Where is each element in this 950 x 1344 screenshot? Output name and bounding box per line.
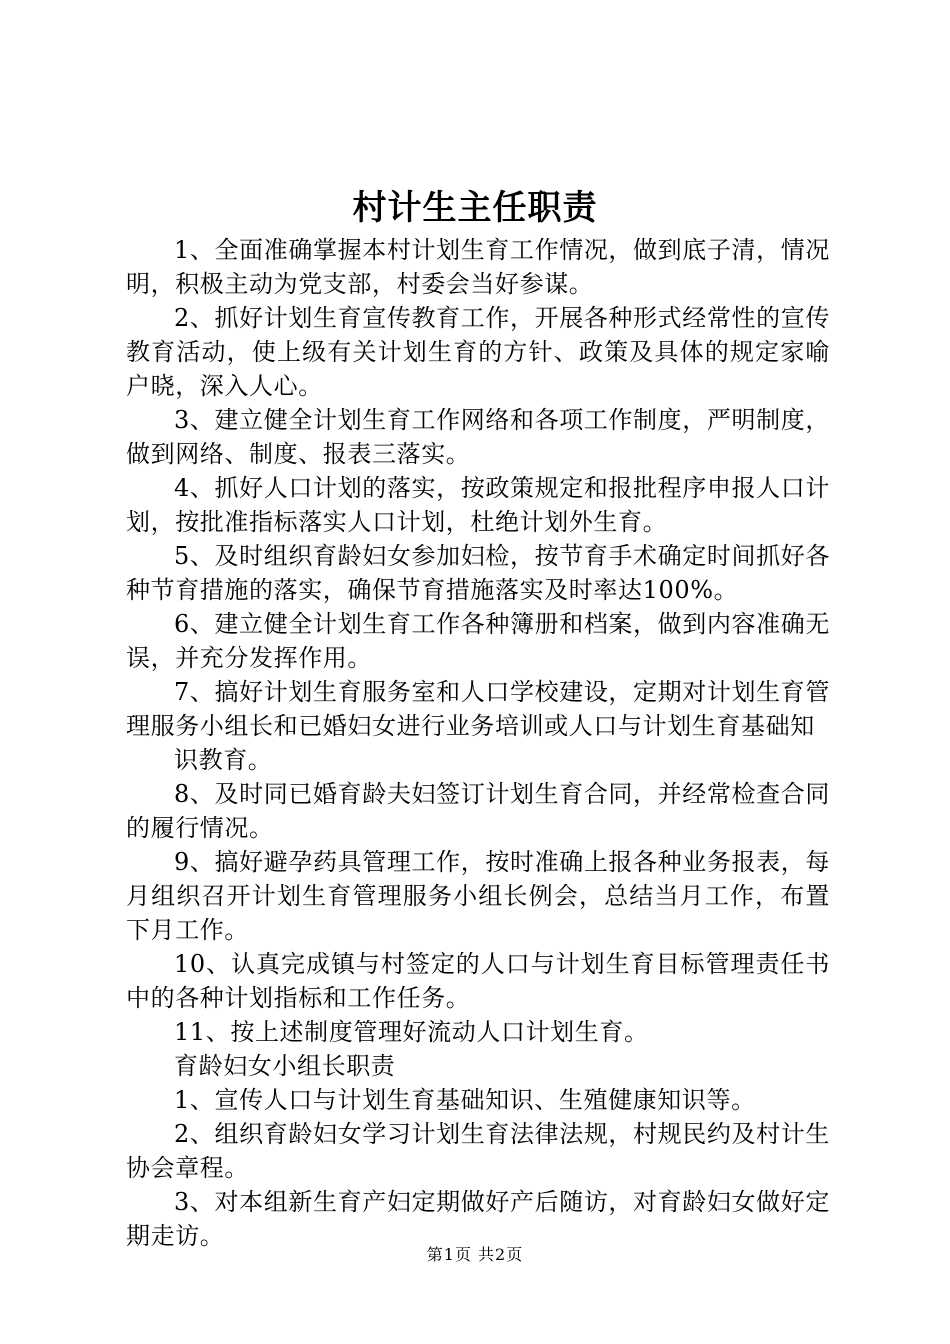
paragraph-11: 11、按上述制度管理好流动人口计划生育。 (174, 1018, 649, 1046)
paragraph-5: 5、及时组织育龄妇女参加妇检，按节育手术确定时间抓好各种节育措施的落实，确保节育措施落实及时率达100%。 (126, 542, 830, 604)
paragraph-3: 3、建立健全计划生育工作网络和各项工作制度，严明制度，做到网络、制度、报表三落实。 (126, 406, 830, 468)
section-item-2: 2、组织育龄妇女学习计划生育法律法规，村规民约及村计生协会章程。 (126, 1120, 830, 1182)
paragraph-7: 7、搞好计划生育服务室和人口学校建设，定期对计划生育管理服务小组长和已婚妇女进行业务培训或人口与计划生育基础知 (126, 678, 830, 740)
section-item-3: 3、对本组新生育产妇定期做好产后随访，对育龄妇女做好定期走访。 (126, 1188, 830, 1250)
paragraph-6: 6、建立健全计划生育工作各种簿册和档案，做到内容准确无误，并充分发挥作用。 (126, 610, 830, 672)
paragraph-2: 2、抓好计划生育宣传教育工作，开展各种形式经常性的宣传教育活动，使上级有关计划生育的方针、政策及具体的规定家喻户晓，深入人心。 (126, 304, 830, 400)
page-title: 村计生主任职责 (352, 188, 598, 228)
page-footer: 第1页 共2页 (426, 1245, 524, 1264)
paragraph-9: 9、搞好避孕药具管理工作，按时准确上报各种业务报表，每月组织召开计划生育管理服务小组长例会，总结当月工作，布置下月工作。 (126, 848, 830, 944)
paragraph-10: 10、认真完成镇与村签定的人口与计划生育目标管理责任书中的各种计划指标和工作任务。 (126, 950, 830, 1012)
paragraph-1: 1、全面准确掌握本村计划生育工作情况，做到底子清，情况明，积极主动为党支部，村委会当好参谋。 (126, 236, 830, 298)
paragraph-7-continued: 识教育。 (174, 746, 273, 774)
paragraph-4: 4、抓好人口计划的落实，按政策规定和报批程序申报人口计划，按批准指标落实人口计划，杜绝计划外生育。 (126, 474, 830, 536)
section-item-1: 1、宣传人口与计划生育基础知识、生殖健康知识等。 (174, 1086, 756, 1114)
document-body (126, 233, 830, 1253)
paragraph-8: 8、及时同已婚育龄夫妇签订计划生育合同，并经常检查合同的履行情况。 (126, 780, 830, 842)
section-heading: 育龄妇女小组长职责 (174, 1052, 396, 1080)
